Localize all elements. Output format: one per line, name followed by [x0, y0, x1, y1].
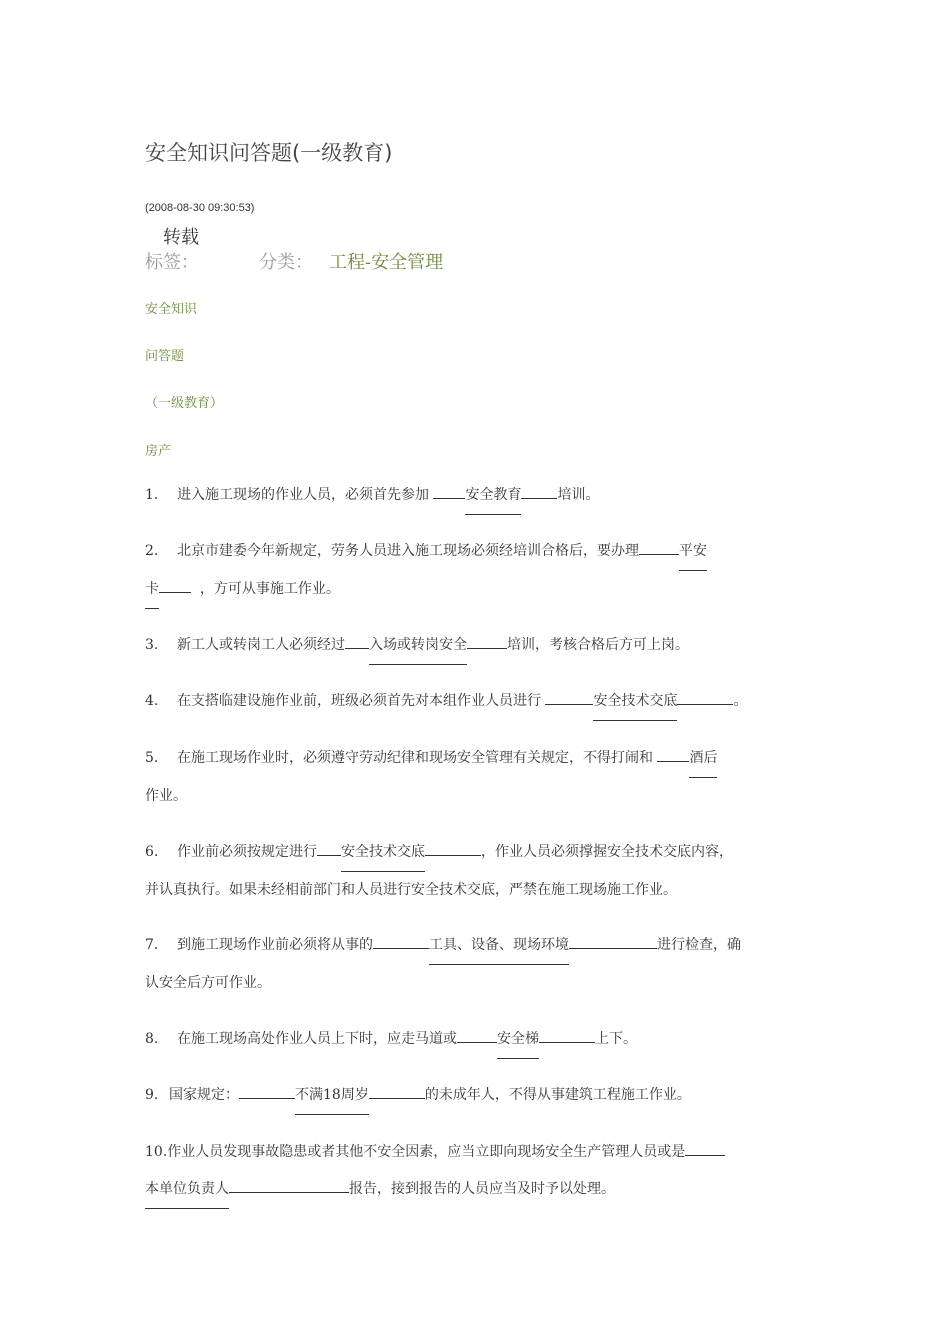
answer: 平安: [679, 533, 707, 571]
question-number: 6.: [145, 844, 159, 860]
question-8: 8. 在施工现场高处作业人员上下时，应走马道或 安全梯 上下。: [145, 1021, 810, 1059]
tag-link[interactable]: （一级教育）: [145, 396, 224, 411]
question-number: 7.: [145, 937, 159, 953]
answer: 安全梯: [497, 1021, 539, 1059]
answer: 卡: [145, 571, 159, 609]
answer: 本单位负责人: [145, 1171, 229, 1209]
question-number: 4.: [145, 693, 159, 709]
question-number: 3.: [145, 637, 159, 653]
repost-label: 转载: [163, 227, 199, 248]
category-label: 分类：: [259, 252, 313, 273]
question-number: 5.: [145, 750, 159, 766]
question-10: 10.作业人员发现事故隐患或者其他不安全因素，应当立即向现场安全生产管理人员或是 本单位负责人 报告，接到报告的人员应当及时予以处理。: [145, 1134, 810, 1209]
post-timestamp: (2008-08-30 09:30:53): [145, 202, 255, 214]
question-2: 2. 北京市建委今年新规定，劳务人员进入施工现场必须经培训合格后，要办理 平安 卡 ，方可从事施工作业。: [145, 533, 810, 609]
question-1: 1. 进入施工现场的作业人员，必须首先参加 安全教育 培训。: [145, 477, 810, 515]
answer: 安全教育: [465, 477, 521, 515]
question-number: 2.: [145, 543, 159, 559]
question-number: 9.: [145, 1087, 159, 1103]
question-3: 3. 新工人或转岗工人必须经过 入场或转岗安全 培训，考核合格后方可上岗。: [145, 627, 810, 665]
answer: 不满18周岁: [295, 1077, 369, 1115]
answer: 酒后: [689, 740, 717, 778]
answer: 安全技术交底: [593, 683, 677, 721]
page-title: 安全知识问答题(一级教育): [145, 141, 393, 165]
question-5: 5. 在施工现场作业时，必须遵守劳动纪律和现场安全管理有关规定，不得打闹和 酒后 作业。: [145, 740, 810, 815]
tag-link[interactable]: 房产: [145, 444, 172, 459]
tags-label: 标签：: [145, 252, 199, 273]
question-6: 6. 作业前必须按规定进行 安全技术交底 ，作业人员必须撑握安全技术交底内容， 并认真执行。如果未经相前部门和人员进行安全技术交底，严禁在施工现场施工作业。: [145, 834, 810, 909]
meta-row: [145, 248, 443, 274]
question-number: 10.: [145, 1144, 168, 1160]
question-number: 8.: [145, 1031, 159, 1047]
answer: 安全技术交底: [341, 834, 425, 872]
tag-link[interactable]: 问答题: [145, 349, 185, 364]
question-4: 4. 在支搭临建设施作业前，班级必须首先对本组作业人员进行 安全技术交底 。: [145, 683, 810, 721]
category-link[interactable]: 工程-安全管理: [329, 252, 444, 273]
tag-link[interactable]: 安全知识: [145, 302, 198, 317]
question-7: 7. 到施工现场作业前必须将从事的 工具、设备、现场环境 进行检查，确 认安全后方可作业。: [145, 927, 810, 1002]
question-9: 9. 国家规定： 不满18周岁 的未成年人，不得从事建筑工程施工作业。: [145, 1077, 810, 1115]
answer: 入场或转岗安全: [369, 627, 467, 665]
question-number: 1.: [145, 487, 159, 503]
answer: 工具、设备、现场环境: [429, 927, 569, 965]
